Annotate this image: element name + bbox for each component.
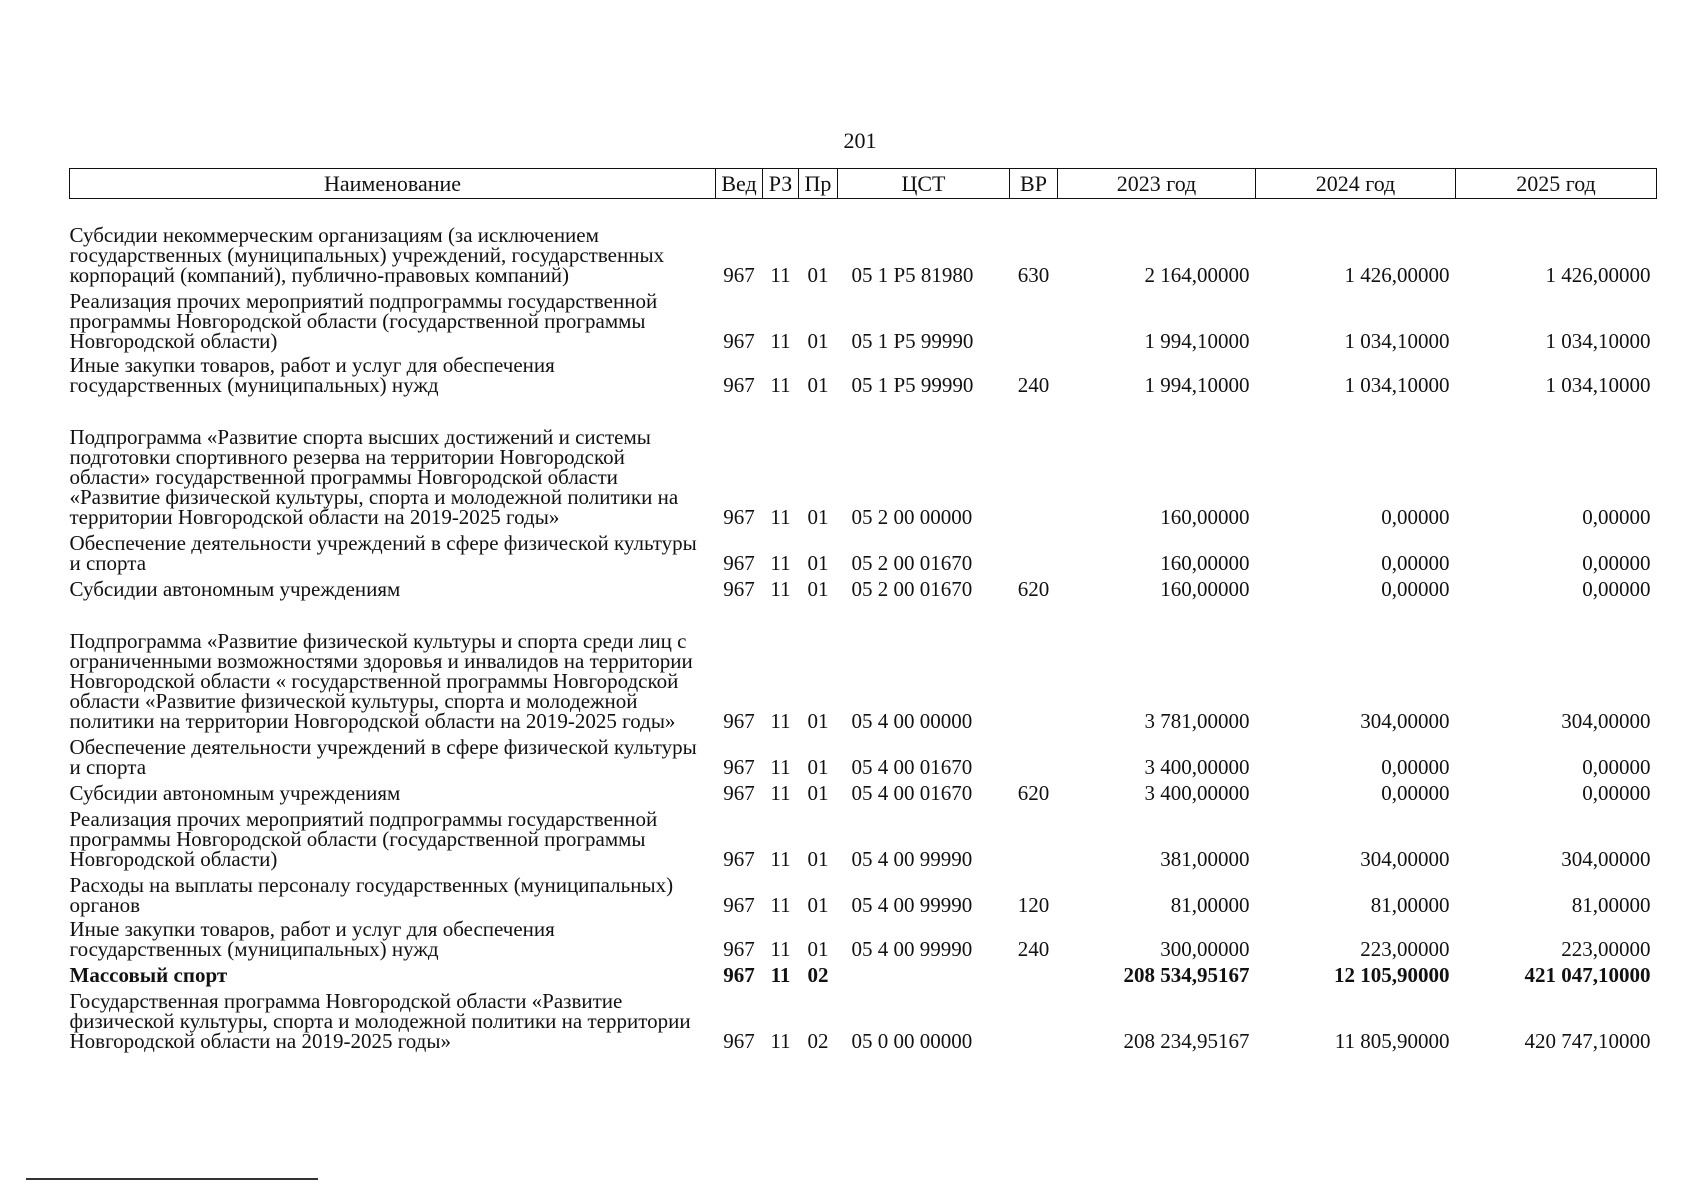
table-cell-rz: 11 bbox=[770, 754, 791, 779]
table-cell-ved: 967 bbox=[723, 892, 755, 917]
header-cst: ЦСТ bbox=[838, 169, 1010, 199]
table-cell-cst: 05 1 P5 99990 bbox=[851, 328, 974, 353]
table-cell-vr: 120 bbox=[1017, 892, 1050, 917]
table-cell-ved: 967 bbox=[723, 846, 755, 871]
table-cell-cst: 05 0 00 00000 bbox=[851, 1028, 973, 1053]
table-cell-cst: 05 4 00 99990 bbox=[851, 936, 973, 961]
table-cell-name: Обеспечение деятельности учреждений в сфере физической культуры и спорта bbox=[69, 530, 697, 575]
table-row bbox=[70, 353, 1657, 397]
header-vr: ВР bbox=[1010, 169, 1058, 199]
table-cell-2023: 300,00000 bbox=[1160, 936, 1250, 961]
table-cell-2023: 1 994,10000 bbox=[1144, 328, 1250, 353]
table-cell-vr: 620 bbox=[1017, 576, 1050, 601]
header-pr: Пр bbox=[799, 169, 838, 199]
table-row bbox=[70, 779, 1657, 805]
table-cell-pr: 01 bbox=[807, 576, 829, 601]
header-2024: 2024 год bbox=[1256, 169, 1456, 199]
table-cell-vr bbox=[1010, 529, 1058, 575]
table-cell-cst: 05 4 00 99990 bbox=[851, 892, 973, 917]
table-cell-vr bbox=[1010, 287, 1058, 353]
table-cell-2024: 0,00000 bbox=[1381, 754, 1450, 779]
table-cell-2024: 304,00000 bbox=[1360, 846, 1450, 871]
table-cell-2025: 420 747,10000 bbox=[1524, 1028, 1651, 1053]
table-cell-rz: 11 bbox=[770, 1028, 791, 1053]
table-cell-name: Государственная программа Новгородской области «Развитие физической культуры, спорта и молодежной политики на территории Новгородской области на 2019-2025 годы» bbox=[69, 988, 691, 1053]
table-cell-vr bbox=[1010, 397, 1058, 529]
table-cell-rz: 11 bbox=[770, 504, 791, 529]
table-cell-2024: 0,00000 bbox=[1381, 576, 1450, 601]
table-cell-ved: 967 bbox=[723, 754, 755, 779]
table-cell-pr: 01 bbox=[807, 262, 829, 287]
table-cell-2023: 3 781,00000 bbox=[1144, 708, 1250, 733]
table-cell-pr: 01 bbox=[807, 372, 829, 397]
table-cell-2023: 160,00000 bbox=[1160, 504, 1250, 529]
table-cell-cst: 05 4 00 99990 bbox=[851, 846, 973, 871]
table-cell-rz: 11 bbox=[770, 708, 791, 733]
table-cell-ved: 967 bbox=[723, 708, 755, 733]
table-cell-vr: 630 bbox=[1017, 262, 1050, 287]
table-row bbox=[70, 287, 1657, 353]
table-cell-2025: 1 426,00000 bbox=[1545, 262, 1651, 287]
table-cell-vr: 240 bbox=[1017, 936, 1050, 961]
table-cell-name: Подпрограмма «Развитие спорта высших достижений и системы подготовки спортивного резерва на территории Новгородской области» государственной программы Новгородской области «Развитие физической культуры, спорта и молодежной политики на территории Новгородской области на 2019-2025 годы» bbox=[69, 424, 679, 529]
table-cell-pr: 01 bbox=[807, 892, 829, 917]
table-cell-2025: 81,00000 bbox=[1571, 892, 1651, 917]
table-cell-name: Иные закупки товаров, работ и услуг для обеспечения государственных (муниципальных) нужд bbox=[69, 916, 555, 961]
table-cell-ved: 967 bbox=[723, 936, 755, 961]
table-cell-2024: 1 034,10000 bbox=[1344, 328, 1450, 353]
table-cell-name: Массовый спорт bbox=[69, 962, 228, 987]
table-cell-cst: 05 1 P5 81980 bbox=[851, 262, 974, 287]
table-row bbox=[70, 529, 1657, 575]
table-cell-2024: 223,00000 bbox=[1360, 936, 1450, 961]
table-cell-vr bbox=[1010, 987, 1058, 1053]
table-cell-cst: 05 2 00 01670 bbox=[851, 550, 973, 575]
table-cell-vr bbox=[1010, 961, 1058, 987]
table-cell-2024: 1 426,00000 bbox=[1344, 262, 1450, 287]
table-cell-2023: 160,00000 bbox=[1160, 576, 1250, 601]
table-cell-cst: 05 4 00 00000 bbox=[851, 708, 973, 733]
table-cell-2023: 381,00000 bbox=[1160, 846, 1250, 871]
table-cell-name: Подпрограмма «Развитие физической культуры и спорта среди лиц с ограниченными возможностями здоровья и инвалидов на территории Новгородской области « государственной программы Новгородской области «Развитие физической культуры, спорта и молодежной политики на территории Новгородской области на 2019-2025 годы» bbox=[69, 628, 693, 733]
table-cell-name: Субсидии автономным учреждениям bbox=[69, 576, 401, 601]
table-cell-ved: 967 bbox=[723, 372, 755, 397]
table-cell-vr bbox=[1010, 733, 1058, 779]
table-cell-ved: 967 bbox=[723, 550, 755, 575]
table-cell-pr: 01 bbox=[807, 504, 829, 529]
table-cell-2025: 0,00000 bbox=[1582, 576, 1651, 601]
table-row bbox=[70, 917, 1657, 961]
table-cell-rz: 11 bbox=[770, 576, 791, 601]
table-cell-name: Расходы на выплаты персоналу государственных (муниципальных) органов bbox=[69, 872, 674, 917]
table-cell-2023: 3 400,00000 bbox=[1144, 754, 1250, 779]
table-cell-rz: 11 bbox=[770, 892, 791, 917]
table-cell-vr: 240 bbox=[1017, 372, 1050, 397]
table-cell-ved: 967 bbox=[723, 1028, 755, 1053]
table-row bbox=[70, 805, 1657, 871]
table-cell-name: Обеспечение деятельности учреждений в сфере физической культуры и спорта bbox=[69, 734, 697, 779]
table-cell-rz: 11 bbox=[770, 936, 791, 961]
header-2025: 2025 год bbox=[1456, 169, 1657, 199]
budget-table-container bbox=[69, 168, 1656, 1053]
table-cell-2025: 0,00000 bbox=[1582, 504, 1651, 529]
table-cell-2025: 0,00000 bbox=[1582, 754, 1651, 779]
table-header bbox=[70, 169, 1657, 199]
table-cell-2024: 81,00000 bbox=[1370, 892, 1450, 917]
table-cell-pr: 01 bbox=[807, 708, 829, 733]
table-cell-cst: 05 4 00 01670 bbox=[851, 754, 973, 779]
table-cell-name: Субсидии автономным учреждениям bbox=[69, 780, 401, 805]
table-cell-2024: 12 105,90000 bbox=[1334, 962, 1450, 987]
table-cell-ved: 967 bbox=[723, 262, 755, 287]
header-name: Наименование bbox=[70, 169, 716, 199]
table-cell-cst: 05 4 00 01670 bbox=[851, 780, 973, 805]
table-cell-2024: 0,00000 bbox=[1381, 504, 1450, 529]
header-row bbox=[70, 169, 1657, 199]
table-cell-rz: 11 bbox=[770, 372, 791, 397]
table-row bbox=[70, 733, 1657, 779]
table-cell-2023: 3 400,00000 bbox=[1144, 780, 1250, 805]
table-row bbox=[70, 575, 1657, 601]
table-cell-cst bbox=[838, 961, 1010, 987]
table-cell-pr: 01 bbox=[807, 936, 829, 961]
table-cell-2024: 0,00000 bbox=[1381, 780, 1450, 805]
table-cell-2024: 304,00000 bbox=[1360, 708, 1450, 733]
header-2023: 2023 год bbox=[1058, 169, 1256, 199]
table-cell-pr: 01 bbox=[807, 550, 829, 575]
table-cell-2023: 160,00000 bbox=[1160, 550, 1250, 575]
table-cell-rz: 11 bbox=[770, 962, 791, 987]
table-cell-pr: 01 bbox=[807, 780, 829, 805]
table-cell-2023: 81,00000 bbox=[1170, 892, 1250, 917]
table-cell-name: Реализация прочих мероприятий подпрограммы государственной программы Новгородской области (государственной программы Новгородской области) bbox=[69, 806, 658, 871]
table-cell-2025: 1 034,10000 bbox=[1545, 328, 1651, 353]
table-cell-2025: 304,00000 bbox=[1561, 846, 1651, 871]
table-cell-cst: 05 2 00 01670 bbox=[851, 576, 973, 601]
table-cell-2025: 0,00000 bbox=[1582, 780, 1651, 805]
table-cell-2024: 0,00000 bbox=[1381, 550, 1450, 575]
table-cell-2025: 304,00000 bbox=[1561, 708, 1651, 733]
table-cell-cst: 05 2 00 00000 bbox=[851, 504, 973, 529]
table-cell-ved: 967 bbox=[723, 780, 755, 805]
table-cell-ved: 967 bbox=[723, 576, 755, 601]
budget-table bbox=[69, 168, 1657, 1053]
table-cell-2023: 1 994,10000 bbox=[1144, 372, 1250, 397]
table-cell-ved: 967 bbox=[723, 962, 755, 987]
table-body bbox=[70, 199, 1657, 1053]
table-cell-rz: 11 bbox=[770, 846, 791, 871]
header-rz: РЗ bbox=[763, 169, 799, 199]
page-number: 201 bbox=[843, 128, 877, 153]
table-row bbox=[70, 987, 1657, 1053]
table-cell-2025: 223,00000 bbox=[1561, 936, 1651, 961]
table-cell-ved: 967 bbox=[723, 328, 755, 353]
table-cell-vr bbox=[1010, 601, 1058, 733]
table-row bbox=[70, 961, 1657, 987]
table-cell-2024: 1 034,10000 bbox=[1344, 372, 1450, 397]
table-cell-2023: 208 234,95167 bbox=[1123, 1028, 1250, 1053]
table-cell-name: Иные закупки товаров, работ и услуг для обеспечения государственных (муниципальных) нужд bbox=[69, 352, 555, 397]
table-cell-2023: 208 534,95167 bbox=[1123, 962, 1250, 987]
table-row bbox=[70, 397, 1657, 529]
table-cell-rz: 11 bbox=[770, 262, 791, 287]
table-cell-rz: 11 bbox=[770, 550, 791, 575]
table-cell-2024: 11 805,90000 bbox=[1334, 1028, 1450, 1053]
table-cell-pr: 01 bbox=[807, 754, 829, 779]
table-row bbox=[70, 871, 1657, 917]
table-cell-pr: 02 bbox=[807, 1028, 829, 1053]
table-cell-rz: 11 bbox=[770, 780, 791, 805]
table-cell-vr: 620 bbox=[1017, 780, 1050, 805]
table-cell-pr: 02 bbox=[807, 962, 829, 987]
table-cell-pr: 01 bbox=[807, 846, 829, 871]
table-row bbox=[70, 199, 1657, 287]
table-cell-name: Субсидии некоммерческим организациям (за исключением государственных (муниципальных) учреждений, государственных корпораций (компаний), публично-правовых компаний) bbox=[69, 222, 665, 287]
header-ved: Вед bbox=[716, 169, 763, 199]
table-cell-name: Реализация прочих мероприятий подпрограммы государственной программы Новгородской области (государственной программы Новгородской области) bbox=[69, 288, 658, 353]
table-cell-ved: 967 bbox=[723, 504, 755, 529]
table-cell-pr: 01 bbox=[807, 328, 829, 353]
footer-divider bbox=[26, 1178, 318, 1180]
table-cell-rz: 11 bbox=[770, 328, 791, 353]
table-cell-2025: 1 034,10000 bbox=[1545, 372, 1651, 397]
table-row bbox=[70, 601, 1657, 733]
table-cell-2025: 421 047,10000 bbox=[1524, 962, 1651, 987]
table-cell-cst: 05 1 P5 99990 bbox=[851, 372, 974, 397]
table-cell-2025: 0,00000 bbox=[1582, 550, 1651, 575]
table-cell-2023: 2 164,00000 bbox=[1144, 262, 1250, 287]
table-cell-vr bbox=[1010, 805, 1058, 871]
